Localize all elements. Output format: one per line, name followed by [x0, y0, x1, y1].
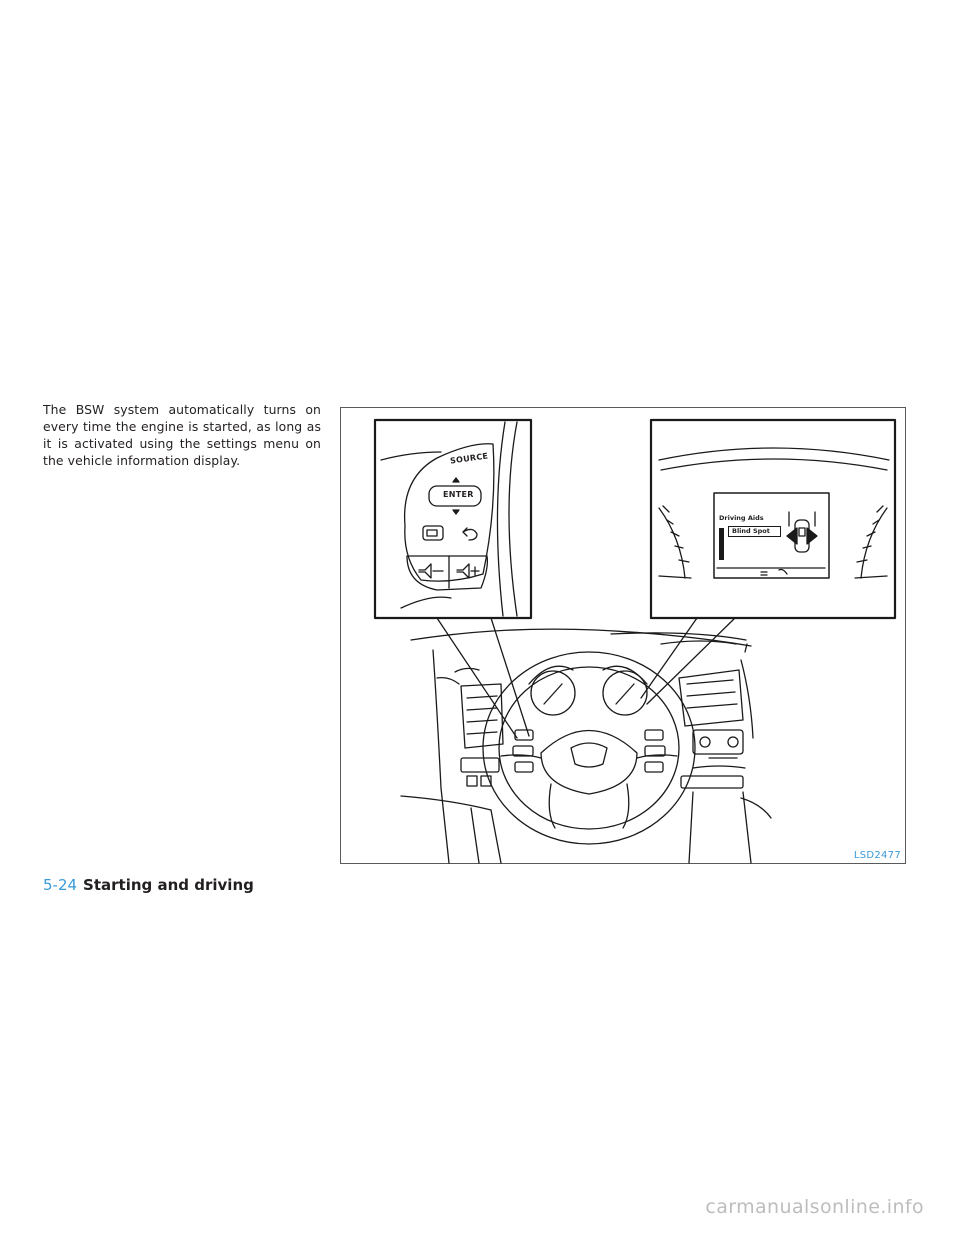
source-button-label: SOURCE: [449, 451, 489, 466]
display-menu-title: Driving Aids: [719, 514, 764, 522]
display-selected-item: Blind Spot: [728, 526, 781, 537]
enter-button-label: ENTER: [443, 490, 474, 499]
figure-code: LSD2477: [853, 850, 901, 861]
page-number: 5-24: [43, 876, 78, 894]
section-title: Starting and driving: [83, 876, 254, 894]
body-paragraph: The BSW system automatically turns on every time the engine is started, as long as it is activated using the settings menu on the vehicle information display.: [43, 402, 321, 468]
figure-illustration: [340, 407, 906, 864]
watermark: carmanualsonline.info: [705, 1196, 924, 1218]
steering-switch-inset: [375, 420, 531, 618]
vehicle-display-inset: [651, 420, 895, 618]
dashboard-scene: [401, 629, 771, 863]
page-footer: [43, 876, 254, 894]
